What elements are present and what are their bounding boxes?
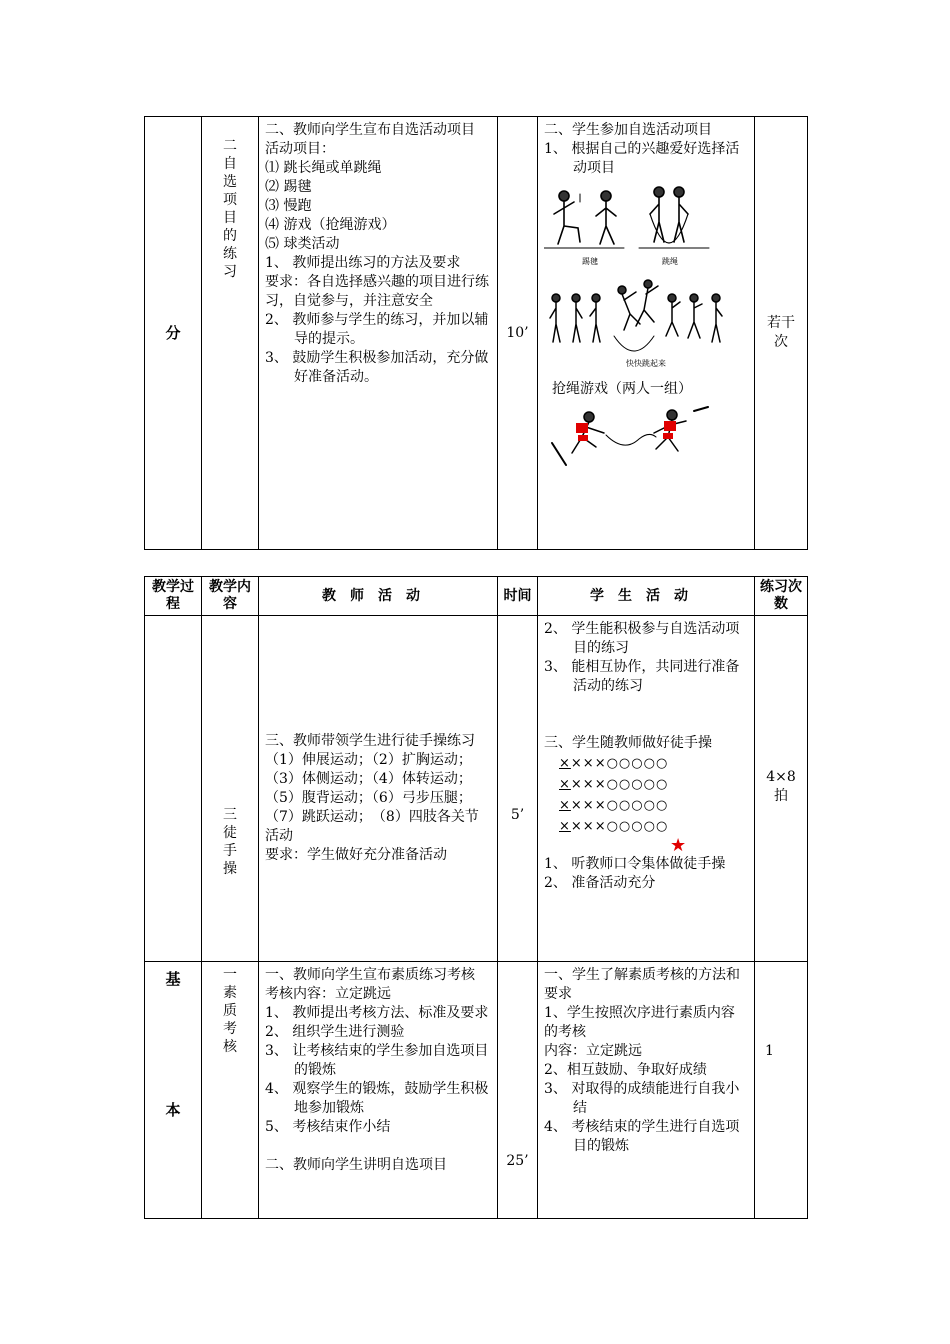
student-line: 3、 对取得的成绩能进行自我小结: [544, 1081, 740, 1116]
content-char: 操: [223, 861, 237, 877]
fig2-label: 快快跳起来: [626, 359, 666, 368]
student-line: 2、相互鼓励、争取好成绩: [544, 1062, 707, 1078]
header-process: 教学过程: [145, 577, 202, 616]
time-cell: [498, 616, 538, 962]
teacher-line: 3、 鼓励学生积极参加活动，充分做好准备活动。: [265, 350, 489, 385]
teacher-line: 1、 教师提出考核方法、标准及要求: [265, 1005, 489, 1021]
teacher-line: 二、教师向学生讲明自选项目: [265, 1157, 447, 1173]
student-line: 三、学生随教师做好徒手操: [544, 735, 712, 751]
time-value: 10’: [506, 324, 529, 341]
teacher-line: 3、 让考核结束的学生参加自选项目的锻炼: [265, 1043, 489, 1078]
content-char: 的: [223, 228, 237, 244]
teacher-line: 1、 教师提出练习的方法及要求: [265, 255, 461, 271]
teacher-line: 一、教师向学生宣布素质练习考核: [265, 967, 475, 983]
jumping-sequence-illustration: [544, 276, 734, 376]
teacher-activity-cell: [259, 962, 498, 1219]
header-count: 练习次数: [755, 577, 808, 616]
teacher-line: ⑴ 跳长绳或单跳绳: [265, 160, 382, 176]
student-line: 3、 能相互协作，共同进行准备活动的练习: [544, 659, 740, 694]
content-char: 自: [223, 156, 237, 172]
content-char: 三: [223, 807, 237, 823]
student-activity-cell: [538, 616, 755, 962]
content-char: 项: [223, 192, 237, 208]
formation-row: [559, 774, 748, 795]
student-line: 4、 考核结束的学生进行自选项目的锻炼: [544, 1119, 740, 1154]
lesson-table-part1: [144, 116, 808, 550]
teacher-line: ⑷ 游戏（抢绳游戏）: [265, 217, 396, 233]
student-activity-cell: [538, 962, 755, 1219]
count-cell: [755, 962, 808, 1219]
teacher-line: 要求：各自选择感兴趣的项目进行练习，自觉参与，并注意安全: [265, 274, 489, 309]
teacher-line: 4、 观察学生的锻炼，鼓励学生积极地参加锻炼: [265, 1081, 489, 1116]
header-content: 教学内容: [202, 577, 259, 616]
teacher-line: 二、教师向学生宣布自选活动项目: [265, 122, 475, 138]
content-char: 核: [223, 1039, 237, 1055]
student-line: 一、学生了解素质考核的方法和要求: [544, 967, 740, 1002]
count-value: 1: [765, 1043, 774, 1059]
formation-row: [559, 795, 748, 816]
stage-label: 基: [165, 970, 181, 988]
teacher-line: （3）体侧运动；（4）体转运动；: [265, 771, 472, 787]
fig3-caption: 抢绳游戏（两人一组）: [552, 381, 692, 397]
lesson-table-part2: [144, 576, 808, 1219]
formation-rest: ×××○○○○○: [570, 756, 669, 771]
content-cell: [202, 616, 259, 962]
fig1-label-kick: 踢毽: [582, 257, 598, 266]
content-char: 手: [223, 843, 237, 859]
content-char: 素: [223, 985, 237, 1001]
formation-mark: ×: [559, 777, 571, 792]
student-line: 1、 根据自己的兴趣爱好选择活动项目: [544, 141, 740, 176]
teacher-line: 要求：学生做好充分准备活动: [265, 847, 447, 863]
header-row: [145, 577, 808, 616]
teacher-activity-cell: [259, 616, 498, 962]
teacher-line: 考核内容：立定跳远: [265, 986, 391, 1002]
kick-and-jump-illustration: [544, 182, 714, 272]
header-student: 学生活动: [538, 577, 755, 616]
content-char: 徒: [223, 825, 237, 841]
teacher-line: ⑸ 球类活动: [265, 236, 340, 252]
formation-mark: ×: [559, 819, 571, 834]
student-line: 内容：立定跳远: [544, 1043, 642, 1059]
content-char: 质: [223, 1003, 237, 1019]
teacher-line: （1）伸展运动；（2）扩胸运动；: [265, 752, 472, 768]
count-value: 若干次: [767, 315, 795, 350]
time-cell: [498, 117, 538, 550]
teacher-line: （5）腹背运动；（6）弓步压腿；: [265, 790, 472, 806]
student-line: 1、 听教师口令集体做徒手操: [544, 856, 726, 872]
stage-label: 分: [165, 323, 181, 342]
content-char: 练: [223, 246, 237, 262]
student-activity-cell: [538, 117, 755, 550]
stage-cell: [145, 962, 202, 1219]
formation-rest: ×××○○○○○: [570, 819, 669, 834]
content-char: 一: [223, 967, 237, 983]
time-value: 5’: [510, 807, 525, 823]
fig1-label-jump: 跳绳: [662, 257, 678, 266]
formation-row: [559, 753, 748, 774]
stage-label: 本: [165, 1101, 181, 1119]
content-char: 选: [223, 174, 237, 190]
student-line: 2、 学生能积极参与自选活动项目的练习: [544, 621, 740, 656]
time-value: 25’: [506, 1153, 529, 1169]
time-cell: [498, 962, 538, 1219]
header-time: 时间: [498, 577, 538, 616]
student-line: 1、学生按照次序进行素质内容的考核: [544, 1005, 735, 1040]
teacher-line: 活动项目：: [265, 141, 335, 157]
stage-cell: [145, 616, 202, 962]
count-cell: [755, 117, 808, 550]
formation-mark: ×: [559, 756, 571, 771]
teacher-activity-cell: [259, 117, 498, 550]
formation-row: [559, 816, 748, 837]
student-line: 二、学生参加自选活动项目: [544, 122, 712, 138]
student-line: 2、 准备活动充分: [544, 875, 656, 891]
content-char: 二: [223, 138, 237, 154]
teacher-line: 2、 组织学生进行测验: [265, 1024, 405, 1040]
teacher-line: 三、教师带领学生进行徒手操练习: [265, 733, 475, 749]
content-char: 考: [223, 1021, 237, 1037]
count-cell: [755, 616, 808, 962]
teacher-line: [265, 1137, 491, 1156]
content-cell: [202, 962, 259, 1219]
count-value: 4×8拍: [766, 769, 796, 804]
teacher-line: ⑶ 慢跑: [265, 198, 312, 214]
rope-grab-game-illustration: [544, 403, 719, 473]
formation-mark: ×: [559, 798, 571, 813]
teacher-line: 5、 考核结束作小结: [265, 1119, 391, 1135]
teacher-line: ⑵ 踢毽: [265, 179, 312, 195]
formation-diagram: [544, 753, 748, 837]
teacher-position-star-icon: ★: [670, 835, 687, 856]
formation-rest: ×××○○○○○: [570, 777, 669, 792]
header-teacher: 教师活动: [259, 577, 498, 616]
content-cell: [202, 117, 259, 550]
teacher-line: （7）跳跃运动； （8）四肢各关节活动: [265, 809, 479, 844]
content-char: 目: [223, 210, 237, 226]
formation-rest: ×××○○○○○: [570, 798, 669, 813]
stage-cell: [145, 117, 202, 550]
teacher-line: 2、 教师参与学生的练习，并加以辅导的提示。: [265, 312, 489, 347]
content-char: 习: [223, 264, 237, 280]
